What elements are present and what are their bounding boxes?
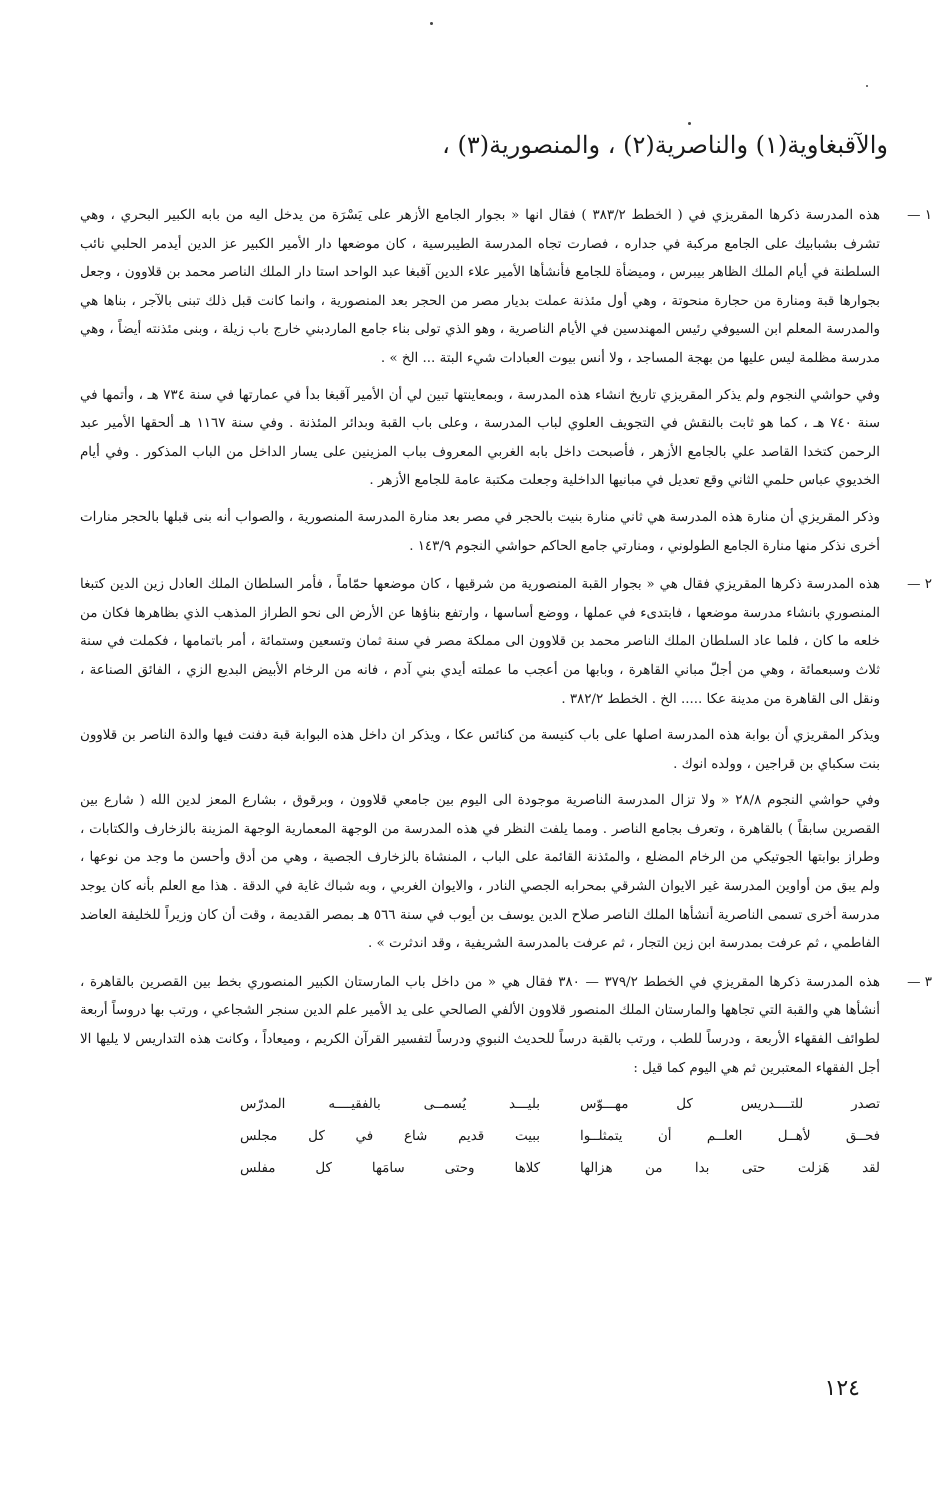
- footnote-paragraph: ويذكر المقريزي أن بوابة هذه المدرسة اصلها على باب كنيسة من كنائس عكا ، ويذكر ان داخل هذه البوابة قبة دفنت فيها والدة الناصر بن قلاوون بنت سكباي بن قراجين ، وولده انوك .: [80, 728, 880, 772]
- poem-first-hemistich: تصدر للتــــدريس كل مهـــوّس: [580, 1097, 880, 1113]
- page-number: ١٢٤: [824, 1376, 860, 1401]
- poem-second-hemistich: كلاها وحتى سامَها كل مفلس: [240, 1161, 540, 1177]
- footnote-paragraph: وذكر المقريزي أن منارة هذه المدرسة هي ثاني منارة بنيت بالحجر في مصر بعد منارة المدرسة المنصورية ، والصواب أنه بنى قبلها بالحجر منارات أخرى نذكر منها منارة الجامع الطولوني ، ومنارتي جامع الحاكم حواشي النجوم ١٤٣/٩ .: [80, 509, 880, 554]
- footnote-number: ٣ —: [907, 974, 932, 990]
- poem-verse: [240, 1123, 880, 1151]
- footnote-3: [80, 969, 932, 1183]
- footnote-paragraph: هذه المدرسة ذكرها المقريزي في الخطط ٣٧٩/٢ — ٣٨٠ فقال هي « من داخل باب المارستان الكبير المنصوري بخط بين القصرين بالقاهرة ، أنشأها هي والقبة التي تجاهها والمارستان الملك المنصور قلاوون الألفي الصالحي على يد الأمير علم الدين سنجر الشجاعي ، ورتب بها دروساً أربعة لطوائف الفقهاء الأربعة ، ودرساً للطب ، ورتب بالقبة درساً للحديث النبوي ودرساً لتفسير القرآن الكريم ، وميعاداً ، وكانت هذه التداريس لا يليها الا أجل الفقهاء المعتبرين ثم هي اليوم كما قيل :: [80, 974, 880, 1076]
- footnote-paragraph: وفي حواشي النجوم ٢٨/٨ « ولا تزال المدرسة الناصرية موجودة الى اليوم بين جامعي قلاوون ، وبرقوق ، بشارع المعز لدين الله ( شارع بين القصرين سابقاً ) بالقاهرة ، وتعرف بجامع الناصر . ومما يلفت النظر في هذه المدرسة من الوجهة المعمارية الوجهة المزينة بالزخارف والكتابات ، وطراز بوابتها الجوتيكي من الرخام المضلع ، والمئذنة القائمة على الباب ، المنشاة بالزخارف الجصية ، وهي من أدق وأحسن ما وجد من نوعها ، ولم يبق من أواوين المدرسة غير الايوان الشرقي بمحرابه الجصي النادر ، والايوان الغربي ، وبه شباك غاية في الدقة . هذا مع العلم بأنه كان يوجد مدرسة أخرى تسمى الناصرية أنشأها الملك الناصر صلاح الدين يوسف بن أيوب في سنة ٥٦٦ هـ بمصر القديمة ، وقت أن كان وزيراً للخليفة العاضد الفاطمي ، ثم عرفت بمدرسة ابن زين التجار ، ثم عرفت بالمدرسة الشريفية ، وقد اندثرت » .: [80, 793, 880, 952]
- poem-verse: [240, 1091, 880, 1119]
- footnote-paragraph: هذه المدرسة ذكرها المقريزي في ( الخطط ٣٨٣/٢ ) فقال انها « بجوار الجامع الأزهر على يَسْرَة من يدخل اليه من بابه الكبير البحري ، وهي تشرف بشبابيك على الجامع مركبة في جداره ، فصارت تجاه المدرسة الطيبرسية ، كان موضعها دار الأمير الكبير عز الدين أيدمر الحلبي نائب السلطنة في أيام الملك الظاهر بيبرس ، وميضأة للجامع فأنشأها الأمير علاء الدين آقبغا عبد الواحد استا دار الملك الناصر محمد بن قلاوون ، وجعل بجوارها قبة ومنارة من حجارة منحوتة ، وهي أول مئذنة عملت بديار مصر من الحجر بعد المنصورية ، وانما كانت قبل ذلك تبنى بالآجر ، بناها هي والمدرسة المعلم ابن السيوفي رئيس المهندسين في الأيام الناصرية ، وهو الذي تولى بناء جامع الماردبني خارج باب زيلة ، وبنى مئذنته أيضاً ، وهي مدرسة مظلمة ليس عليها من بهجة المساجد ، ولا أنس بيوت العبادات شيء البتة ... الخ » .: [80, 208, 880, 366]
- ink-speck: [430, 22, 433, 25]
- poem-second-hemistich: ببيت قديم شاع في كل مجلس: [240, 1129, 540, 1145]
- footnotes: [80, 202, 932, 1193]
- poem-first-hemistich: فحــق لأهــل العلــم أن يتمثلــوا: [580, 1129, 880, 1145]
- ink-speck: [688, 122, 691, 125]
- section-heading: والآقبغاوية(١) والناصرية(٢) ، والمنصورية(٣) ،: [442, 131, 888, 159]
- footnote-paragraph: هذه المدرسة ذكرها المقريزي فقال هي « بجوار القبة المنصورية من شرقيها ، كان موضعها حمّاماً ، فأمر السلطان الملك العادل زين الدين كتبغا المنصوري بانشاء مدرسة موضعها ، فابتدىء في عملها ، ووضع أساسها ، وارتفع بناؤها عن الأرض الى نحو الطراز المذهب الذي بظاهرها فكان من خلعه ما كان ، فلما عاد السلطان الملك الناصر محمد بن قلاوون الى مملكة مصر في سنة ثمان وتسعين وستمائة ، أمر باتمامها ، فكملت في سنة ثلاث وسبعمائة ، وهي من أجلّ مباني القاهرة ، وبابها من أعجب ما عملته أيدي بني آدم ، فانه من الرخام الأبيض البديع الزي ، الفائق الصناعة ، ونقل الى القاهرة من مدينة عكا ..... الخ . الخطط ٣٨٢/٢ .: [80, 577, 880, 707]
- footnote-1: [80, 202, 932, 561]
- footnote-paragraph: وفي حواشي النجوم ولم يذكر المقريزي تاريخ انشاء هذه المدرسة ، وبمعاينتها تبين لي أن الأمير آقبغا بدأ في عمارتها في سنة ٧٣٤ هـ ، وأتمها في سنة ٧٤٠ هـ ، كما هو ثابت بالنقش في التجويف العلوي لباب المدرسة ، وعلى باب القبة وبدائر المئذنة . وفي سنة ١١٦٧ هـ ألحقها الأمير عبد الرحمن كتخدا القاصد علي بالجامع الأزهر ، فأصبحت داخل بابه الغربي المعروف بباب المزينين على يسار الداخل من الباب المذكور . وفي أيام الخديوي عباس حلمي الثاني وقع تعديل في مبانيها الداخلية وجعلت مكتبة عامة للجامع الأزهر .: [80, 387, 881, 489]
- poem-second-hemistich: بليـــد يُسمــى بالفقيــــه المدرّس: [240, 1097, 540, 1113]
- footnote-number: ٢ —: [907, 577, 932, 593]
- footnote-2: [80, 571, 932, 959]
- footnote-number: ١ —: [907, 208, 932, 223]
- poem-verse: [240, 1155, 880, 1183]
- poem-first-hemistich: لقد هَزلت حتى بدا من هزالها: [580, 1161, 880, 1177]
- poem: [240, 1091, 880, 1183]
- ink-speck: [866, 85, 868, 87]
